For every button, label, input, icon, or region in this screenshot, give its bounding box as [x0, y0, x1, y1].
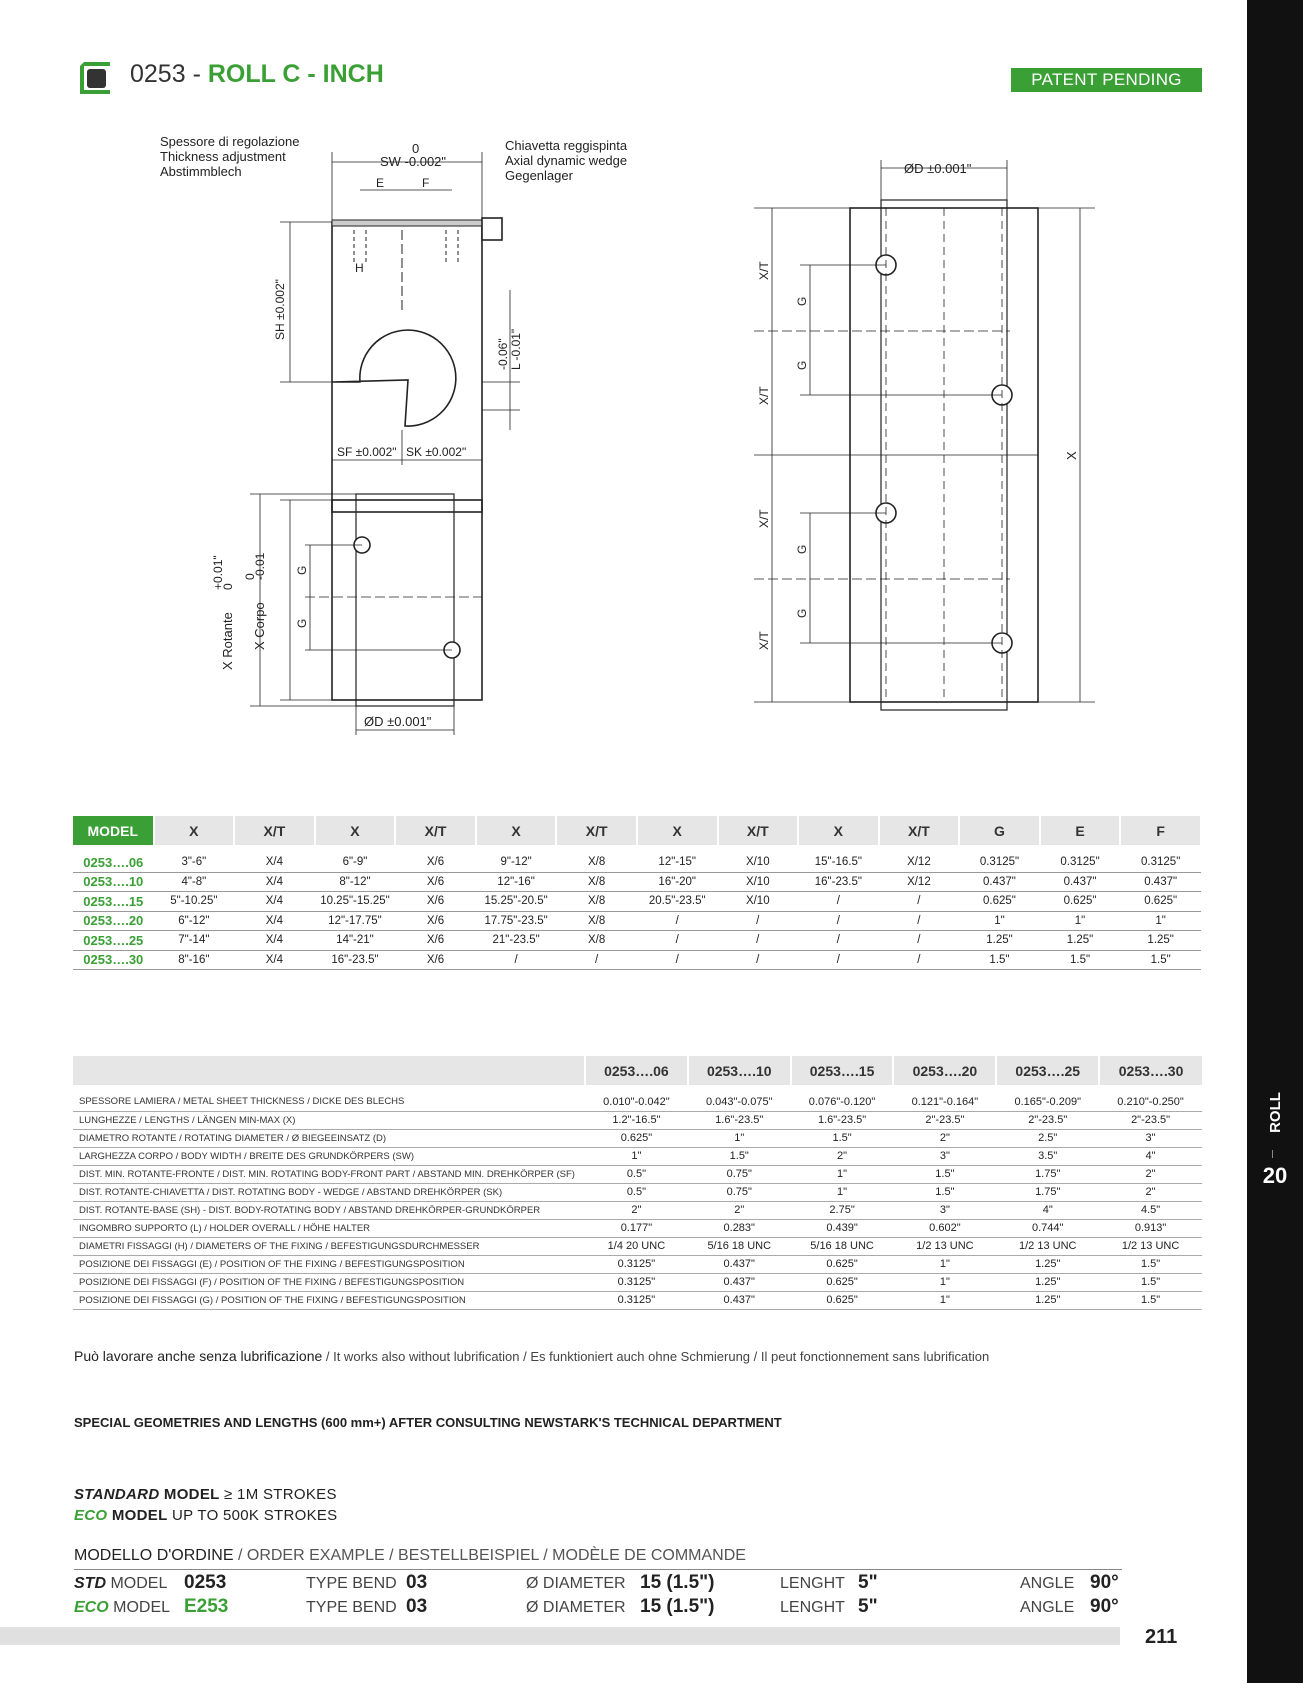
table-cell: /: [879, 931, 960, 951]
table-cell: 20.5"-23.5": [637, 892, 718, 912]
table-cell: X/4: [234, 892, 315, 912]
table-cell: 0.625": [585, 1129, 688, 1147]
table-header-row: [73, 816, 1201, 845]
table-row: [73, 1147, 1202, 1165]
table-cell: 0.75": [688, 1183, 791, 1201]
order-row-std: STD MODEL 0253 TYPE BEND 03 Ø DIAMETER 15 (1.5") LENGHT 5" ANGLE 90°: [74, 1572, 1119, 1593]
table-cell: X/10: [718, 872, 799, 892]
label-wedge-it: Chiavetta reggispinta: [505, 138, 628, 153]
spec-label: DIAMETRO ROTANTE / ROTATING DIAMETER / Ø BIEGEEINSATZ (D): [73, 1129, 585, 1147]
table-row: [73, 1085, 1202, 1111]
table-cell: 1.25": [996, 1291, 1099, 1309]
table-cell: 0.010"-0.042": [585, 1085, 688, 1111]
table-cell: 0.5": [585, 1183, 688, 1201]
col-header: X/T: [395, 816, 476, 845]
technical-drawing: [150, 130, 1110, 750]
col-header: 0253….30: [1099, 1056, 1202, 1085]
table-cell: X/4: [234, 931, 315, 951]
dim-x-corpo-tol-top: 0: [243, 573, 257, 580]
table-cell: X/6: [395, 892, 476, 912]
eco-model-line: ECO MODEL UP TO 500K STROKES: [74, 1507, 338, 1524]
table-cell: 1": [893, 1273, 996, 1291]
col-header: 0253….20: [893, 1056, 996, 1085]
order-divider: [74, 1569, 1122, 1570]
dim-xt-2: X/T: [757, 386, 771, 405]
col-header: G: [959, 816, 1040, 845]
table-cell: 0.437": [1120, 872, 1201, 892]
table-cell: 1": [1040, 911, 1121, 931]
table-cell: 0.3125": [585, 1291, 688, 1309]
col-header: X: [476, 816, 557, 845]
table-row: [73, 1183, 1202, 1201]
table-cell: 2": [1099, 1183, 1202, 1201]
table-cell: 1.25": [996, 1273, 1099, 1291]
col-model: MODEL: [73, 816, 154, 845]
table-cell: 4"-8": [154, 872, 235, 892]
table-row: [73, 1237, 1202, 1255]
model-cell: 0253….15: [73, 892, 154, 912]
table-cell: 5"-10.25": [154, 892, 235, 912]
model-cell: 0253….30: [73, 950, 154, 970]
table-cell: 0.439": [791, 1219, 894, 1237]
dim-h: H: [355, 261, 364, 275]
table-cell: 4": [996, 1201, 1099, 1219]
table-cell: X/4: [234, 950, 315, 970]
table-cell: 0.076"-0.120": [791, 1085, 894, 1111]
table-cell: 0.283": [688, 1219, 791, 1237]
table-cell: 16"-23.5": [315, 950, 396, 970]
table-cell: X/6: [395, 911, 476, 931]
dim-g-long-4: G: [795, 608, 809, 618]
table-cell: 12"-16": [476, 872, 557, 892]
label-thickness-it: Spessore di regolazione: [160, 134, 300, 149]
table-cell: 1.5": [791, 1129, 894, 1147]
dim-sw-tol: 0: [412, 141, 420, 156]
col-header: X/T: [234, 816, 315, 845]
model-lengths-table: [73, 816, 1202, 970]
col-header: 0253….10: [688, 1056, 791, 1085]
col-header: 0253….25: [996, 1056, 1099, 1085]
table-cell: 1": [585, 1147, 688, 1165]
table-cell: 0.602": [893, 1219, 996, 1237]
sidebar-section-number: 20: [1262, 1163, 1288, 1188]
col-header: E: [1040, 816, 1121, 845]
table-cell: /: [637, 911, 718, 931]
patent-badge: PATENT PENDING: [1011, 68, 1202, 92]
dim-sf: SF ±0.002": [337, 445, 397, 459]
table-cell: X/6: [395, 950, 476, 970]
dim-g-2: G: [295, 618, 309, 628]
table-cell: X/4: [234, 911, 315, 931]
spec-label: SPESSORE LAMIERA / METAL SHEET THICKNESS / DICKE DES BLECHS: [73, 1085, 585, 1111]
table-cell: 0.121"-0.164": [893, 1085, 996, 1111]
table-cell: X/4: [234, 872, 315, 892]
table-cell: 1": [893, 1255, 996, 1273]
table-cell: 0.3125": [959, 845, 1040, 872]
sidebar: [1247, 0, 1303, 1683]
table-cell: 1": [959, 911, 1040, 931]
table-cell: X/10: [718, 845, 799, 872]
table-cell: 0.210"-0.250": [1099, 1085, 1202, 1111]
dim-x-corpo: X Corpo: [252, 602, 267, 650]
spec-label: DIST. MIN. ROTANTE-FRONTE / DIST. MIN. ROTATING BODY-FRONT PART / ABSTAND MIN. DREHKÖRPER (SF): [73, 1165, 585, 1183]
model-cell: 0253….06: [73, 845, 154, 872]
table-cell: /: [879, 892, 960, 912]
table-cell: 2": [1099, 1165, 1202, 1183]
col-header: X/T: [718, 816, 799, 845]
dim-xt-3: X/T: [757, 509, 771, 528]
col-header: X: [154, 816, 235, 845]
table-cell: 1.75": [996, 1165, 1099, 1183]
table-cell: 1/4 20 UNC: [585, 1237, 688, 1255]
table-cell: 0.625": [791, 1291, 894, 1309]
col-header: X: [798, 816, 879, 845]
table-cell: 0.3125": [585, 1255, 688, 1273]
table-cell: 1/2 13 UNC: [893, 1237, 996, 1255]
table-cell: 2": [791, 1147, 894, 1165]
col-header: F: [1120, 816, 1201, 845]
table-cell: 0.3125": [585, 1273, 688, 1291]
thickness-shim: [332, 220, 482, 226]
col-header: X: [315, 816, 396, 845]
order-row-eco: ECO MODEL E253 TYPE BEND 03 Ø DIAMETER 15 (1.5") LENGHT 5" ANGLE 90°: [74, 1596, 1119, 1617]
spec-label: LUNGHEZZE / LENGTHS / LÄNGEN MIN-MAX (X): [73, 1111, 585, 1129]
table-cell: 6"-9": [315, 845, 396, 872]
table-cell: 2"-23.5": [1099, 1111, 1202, 1129]
table-cell: /: [798, 931, 879, 951]
table-cell: X/8: [556, 845, 637, 872]
col-header: X/T: [879, 816, 960, 845]
table-cell: X/12: [879, 872, 960, 892]
dim-sk: SK ±0.002": [406, 445, 467, 459]
table-cell: 2": [585, 1201, 688, 1219]
table-cell: 1": [791, 1183, 894, 1201]
standard-model-line: STANDARD MODEL ≥ 1M STROKES: [74, 1486, 337, 1503]
table-cell: 3": [893, 1201, 996, 1219]
table-cell: 10.25"-15.25": [315, 892, 396, 912]
dim-sh: SH ±0.002": [273, 279, 287, 340]
table-cell: 0.625": [791, 1273, 894, 1291]
sidebar-divider: [1272, 1150, 1273, 1158]
table-cell: X/10: [718, 892, 799, 912]
dim-x-rotante-tol-bot: 0: [221, 583, 235, 590]
table-cell: 1.5": [1099, 1291, 1202, 1309]
label-wedge-en: Axial dynamic wedge: [505, 153, 628, 168]
dim-g-long-1: G: [795, 296, 809, 306]
table-cell: /: [879, 950, 960, 970]
table-cell: 1": [688, 1129, 791, 1147]
table-cell: 21"-23.5": [476, 931, 557, 951]
table-cell: 12"-15": [637, 845, 718, 872]
table-cell: /: [798, 892, 879, 912]
table-cell: 15"-16.5": [798, 845, 879, 872]
table-cell: 1.25": [996, 1255, 1099, 1273]
table-cell: 0.913": [1099, 1219, 1202, 1237]
col-header: X: [637, 816, 718, 845]
spec-label: POSIZIONE DEI FISSAGGI (E) / POSITION OF THE FIXING / BEFESTIGUNGSPOSITION: [73, 1255, 585, 1273]
table-cell: 0.625": [959, 892, 1040, 912]
table-cell: 16"-23.5": [798, 872, 879, 892]
table-cell: 0.177": [585, 1219, 688, 1237]
table-cell: X/8: [556, 872, 637, 892]
table-cell: X/4: [234, 845, 315, 872]
dim-od-long: ØD ±0.001": [904, 161, 972, 176]
table-cell: 0.437": [688, 1255, 791, 1273]
table-cell: 1/2 13 UNC: [996, 1237, 1099, 1255]
table-cell: 5/16 18 UNC: [791, 1237, 894, 1255]
table-cell: 5/16 18 UNC: [688, 1237, 791, 1255]
model-cell: 0253….25: [73, 931, 154, 951]
dim-e: E: [376, 176, 385, 190]
dim-xt-4: X/T: [757, 631, 771, 650]
table-cell: 2.5": [996, 1129, 1099, 1147]
dim-l: L -0.01": [509, 328, 523, 370]
table-cell: 1.6"-23.5": [791, 1111, 894, 1129]
spec-label: POSIZIONE DEI FISSAGGI (G) / POSITION OF THE FIXING / BEFESTIGUNGSPOSITION: [73, 1291, 585, 1309]
table-cell: 2": [688, 1201, 791, 1219]
table-cell: 0.437": [959, 872, 1040, 892]
table-row: [73, 892, 1201, 912]
rotating-body-shape: [332, 330, 456, 426]
table-row: [73, 1111, 1202, 1129]
table-cell: 0.437": [688, 1291, 791, 1309]
model-cell: 0253….10: [73, 872, 154, 892]
table-cell: /: [556, 950, 637, 970]
table-cell: 1.25": [1040, 931, 1121, 951]
table-cell: 17.75"-23.5": [476, 911, 557, 931]
table-cell: 15.25"-20.5": [476, 892, 557, 912]
table-cell: 2"-23.5": [893, 1111, 996, 1129]
table-cell: 1": [791, 1165, 894, 1183]
table-row: [73, 1129, 1202, 1147]
table-cell: 1.5": [688, 1147, 791, 1165]
table-row: [73, 1255, 1202, 1273]
dim-x-rotante-tol-top: +0.01": [211, 555, 225, 590]
dim-l-tol: -0.06": [496, 338, 510, 370]
table-cell: /: [879, 911, 960, 931]
table-row: [73, 950, 1201, 970]
spec-label: DIAMETRI FISSAGGI (H) / DIAMETERS OF THE FIXING / BEFESTIGUNGSDURCHMESSER: [73, 1237, 585, 1255]
table-cell: 0.437": [1040, 872, 1121, 892]
table-cell: 0.625": [791, 1255, 894, 1273]
special-geometries-note: SPECIAL GEOMETRIES AND LENGTHS (600 mm+) AFTER CONSULTING NEWSTARK'S TECHNICAL DEPARTMENT: [74, 1415, 782, 1430]
spec-label: DIST. ROTANTE-CHIAVETTA / DIST. ROTATING BODY - WEDGE / ABSTAND DREHKÖRPER (SK): [73, 1183, 585, 1201]
dim-x-corpo-tol-bot: -0.01: [253, 552, 267, 580]
table-cell: 0.625": [1120, 892, 1201, 912]
dim-xt-1: X/T: [757, 261, 771, 280]
table-row: [73, 1291, 1202, 1309]
table-cell: X/8: [556, 911, 637, 931]
table-cell: 1.5": [1040, 950, 1121, 970]
table-cell: /: [718, 911, 799, 931]
table-cell: /: [637, 950, 718, 970]
table-cell: /: [637, 931, 718, 951]
table-cell: 0.744": [996, 1219, 1099, 1237]
spec-label: LARGHEZZA CORPO / BODY WIDTH / BREITE DES GRUNDKÖRPERS (SW): [73, 1147, 585, 1165]
label-wedge-de: Gegenlager: [505, 168, 573, 183]
page-number: 211: [1145, 1626, 1178, 1648]
table-cell: 0.3125": [1040, 845, 1121, 872]
table-row: [73, 931, 1201, 951]
table-cell: 1/2 13 UNC: [1099, 1237, 1202, 1255]
dim-g-1: G: [295, 565, 309, 575]
table-cell: 1": [893, 1291, 996, 1309]
table-cell: 3"-6": [154, 845, 235, 872]
lubrication-note: Può lavorare anche senza lubrificazione / It works also without lubrification / Es funktioniert auch ohne Schmierung / Il peut fonctionnement sans lubrification: [74, 1348, 990, 1364]
table-cell: /: [798, 911, 879, 931]
table-cell: 2": [893, 1129, 996, 1147]
table-cell: 1.25": [1120, 931, 1201, 951]
spec-label: POSIZIONE DEI FISSAGGI (F) / POSITION OF THE FIXING / BEFESTIGUNGSPOSITION: [73, 1273, 585, 1291]
col-blank: [73, 1056, 585, 1085]
table-cell: 16"-20": [637, 872, 718, 892]
col-header: 0253….15: [791, 1056, 894, 1085]
table-row: [73, 1165, 1202, 1183]
dim-g-long-3: G: [795, 544, 809, 554]
axial-wedge: [482, 218, 502, 240]
label-thickness-de: Abstimmblech: [160, 164, 242, 179]
table-cell: 0.437": [688, 1273, 791, 1291]
table-cell: 0.165"-0.209": [996, 1085, 1099, 1111]
table-cell: /: [798, 950, 879, 970]
table-cell: X/6: [395, 845, 476, 872]
dim-x-rotante: X Rotante: [220, 612, 235, 670]
dim-sw: SW -0.002": [380, 154, 447, 169]
table-cell: 6"-12": [154, 911, 235, 931]
table-cell: 1.5": [893, 1183, 996, 1201]
table-cell: 9"-12": [476, 845, 557, 872]
table-row: [73, 911, 1201, 931]
specifications-table: [73, 1056, 1202, 1310]
table-cell: 3.5": [996, 1147, 1099, 1165]
label-thickness-en: Thickness adjustment: [160, 149, 286, 164]
table-cell: 2"-23.5": [996, 1111, 1099, 1129]
table-cell: 4.5": [1099, 1201, 1202, 1219]
table-cell: X/6: [395, 872, 476, 892]
dim-od-side: ØD ±0.001": [364, 714, 432, 729]
table-cell: 0.3125": [1120, 845, 1201, 872]
table-cell: 1.2"-16.5": [585, 1111, 688, 1129]
side-view-body: [332, 500, 482, 700]
table-cell: 14"-21": [315, 931, 396, 951]
table-row: [73, 1273, 1202, 1291]
page-title: 0253 - ROLL C - INCH: [130, 60, 384, 88]
spec-label: DIST. ROTANTE-BASE (SH) - DIST. BODY-ROTATING BODY / ABSTAND DREHKÖRPER-GRUNDKÖRPER: [73, 1201, 585, 1219]
table-cell: 3": [893, 1147, 996, 1165]
table-cell: 0.625": [1040, 892, 1121, 912]
dim-f: F: [422, 176, 430, 190]
table-cell: 1.5": [1120, 950, 1201, 970]
table-row: [73, 1219, 1202, 1237]
sidebar-section-label: ROLL: [1266, 1091, 1284, 1133]
table-cell: /: [718, 931, 799, 951]
col-header: X/T: [556, 816, 637, 845]
footer-bar: [0, 1627, 1120, 1645]
table-cell: 1.5": [1099, 1273, 1202, 1291]
table-cell: 2.75": [791, 1201, 894, 1219]
table-cell: 1.5": [959, 950, 1040, 970]
table-row: [73, 872, 1201, 892]
table-cell: X/8: [556, 931, 637, 951]
table-row: [73, 1201, 1202, 1219]
table-cell: 1.5": [893, 1165, 996, 1183]
table-cell: 8"-12": [315, 872, 396, 892]
table-row: [73, 845, 1201, 872]
brand-logo-icon: [74, 56, 116, 98]
table-cell: 7"-14": [154, 931, 235, 951]
dim-x-long: X: [1064, 451, 1079, 460]
col-header: 0253….06: [585, 1056, 688, 1085]
table-cell: /: [718, 950, 799, 970]
table-cell: 1": [1120, 911, 1201, 931]
table-header-row: [73, 1056, 1202, 1085]
table-cell: 0.5": [585, 1165, 688, 1183]
model-cell: 0253….20: [73, 911, 154, 931]
dim-g-long-2: G: [795, 360, 809, 370]
table-cell: 1.25": [959, 931, 1040, 951]
table-cell: 1.6"-23.5": [688, 1111, 791, 1129]
table-cell: 8"-16": [154, 950, 235, 970]
table-cell: 12"-17.75": [315, 911, 396, 931]
table-cell: 1.5": [1099, 1255, 1202, 1273]
table-cell: X/8: [556, 892, 637, 912]
order-example-title: MODELLO D'ORDINE / ORDER EXAMPLE / BESTELLBEISPIEL / MODÈLE DE COMMANDE: [74, 1547, 746, 1564]
table-cell: X/6: [395, 931, 476, 951]
table-cell: 0.043"-0.075": [688, 1085, 791, 1111]
table-cell: 4": [1099, 1147, 1202, 1165]
table-cell: 0.75": [688, 1165, 791, 1183]
table-cell: 1.75": [996, 1183, 1099, 1201]
table-cell: X/12: [879, 845, 960, 872]
table-cell: 3": [1099, 1129, 1202, 1147]
table-cell: /: [476, 950, 557, 970]
spec-label: INGOMBRO SUPPORTO (L) / HOLDER OVERALL / HÖHE HALTER: [73, 1219, 585, 1237]
